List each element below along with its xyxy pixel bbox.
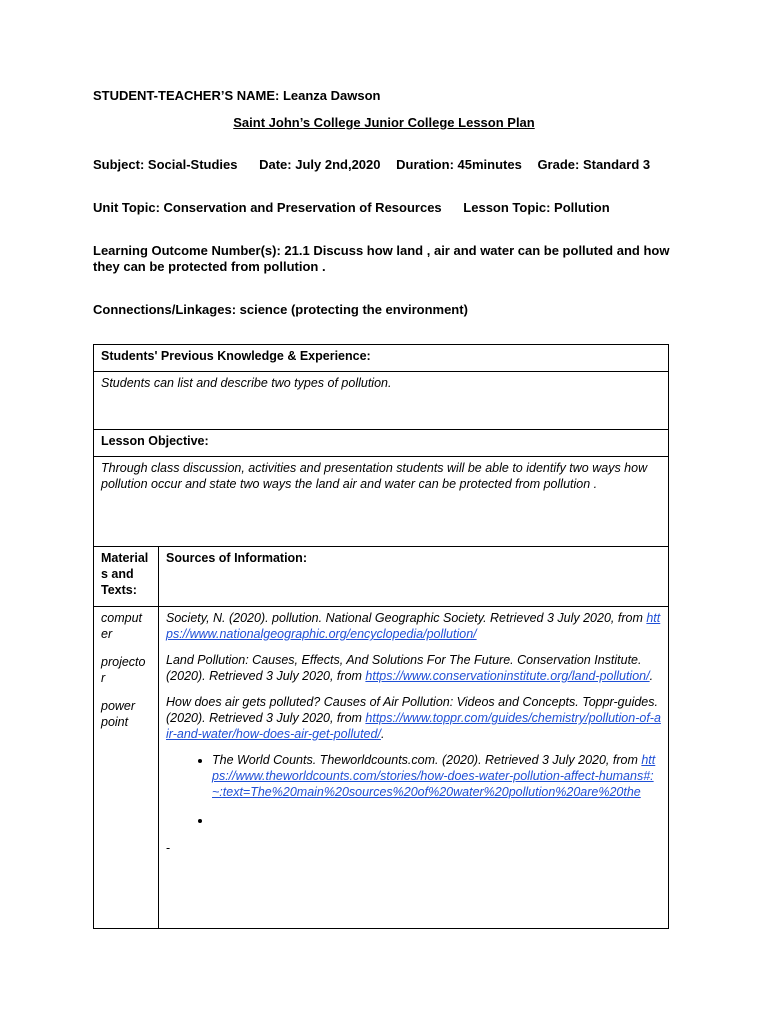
reference-link[interactable]: https://www.theworldcounts.com/stories/how-does-water-pollution-affect-humans#:~:text=The%20main%20sources%20of%20water%20pollution%20are%20the	[212, 753, 656, 799]
objective-header: Lesson Objective:	[94, 430, 669, 457]
materials-header: Material s and Texts:	[94, 547, 159, 607]
grade: Grade: Standard 3	[537, 157, 651, 172]
reference-text: Society, N. (2020). pollution. National Geographic Society. Retrieved 3 July 2020, from	[166, 611, 647, 625]
reference-link[interactable]: https://www.toppr.com/guides/chemistry/pollution-of-air-and-water/how-does-air-get-polluted/	[166, 711, 661, 741]
empty-bullet	[212, 812, 661, 828]
topic-line	[93, 200, 610, 215]
reference-text: How does air gets polluted? Causes of Air Pollution: Videos and Concepts. Toppr-guides. (2020). Retrieved 3 July 2020, from	[166, 695, 658, 725]
lesson-plan-title: Saint John’s College Junior College Lesson Plan	[233, 115, 535, 130]
objective-text: Through class discussion, activities and presentation students will be able to identify two ways how pollution occur and state two ways the land air and water can be protected from pollution .	[94, 457, 669, 547]
subject-line	[93, 157, 650, 172]
reference-item	[166, 694, 661, 742]
reference-item	[166, 652, 661, 684]
prev-knowledge-text: Students can list and describe two types of pollution.	[94, 372, 669, 430]
material-item: projecto r	[101, 655, 146, 685]
reference-tail: .	[649, 669, 654, 683]
reference-text: Land Pollution: Causes, Effects, And Solutions For The Future. Conservation Institute. (2020). Retrieved 3 July 2020, from	[166, 653, 642, 683]
unit-topic: Unit Topic: Conservation and Preservation of Resources	[93, 200, 442, 215]
dash-line: -	[166, 841, 171, 855]
reference-link[interactable]: https://www.conservationinstitute.org/land-pollution/	[365, 669, 650, 683]
connections: Connections/Linkages: science (protecting the environment)	[93, 302, 468, 317]
student-teacher-name: STUDENT-TEACHER’S NAME: Leanza Dawson	[93, 88, 381, 103]
reference-link[interactable]: https://www.nationalgeographic.org/encyclopedia/pollution/	[166, 611, 661, 641]
sources-header: Sources of Information:	[159, 547, 669, 607]
lesson-topic: Lesson Topic: Pollution	[463, 200, 610, 215]
reference-text: The World Counts. Theworldcounts.com. (2020). Retrieved 3 July 2020, from	[212, 753, 642, 767]
duration: Duration: 45minutes	[396, 157, 522, 172]
material-item: comput er	[101, 611, 142, 641]
bullet-list	[166, 752, 661, 828]
date: Date: July 2nd,2020	[259, 157, 381, 172]
prev-knowledge-header: Students' Previous Knowledge & Experience:	[94, 345, 669, 372]
material-item: power point	[101, 699, 136, 729]
subject: Subject: Social-Studies	[93, 157, 238, 172]
reference-tail: .	[380, 727, 385, 741]
materials-list	[94, 607, 159, 929]
sources-list	[159, 607, 669, 929]
lesson-plan-table	[93, 344, 669, 929]
learning-outcome: Learning Outcome Number(s): 21.1 Discuss how land , air and water can be polluted and how they can be protected from pollution .	[93, 243, 670, 274]
reference-item	[166, 610, 661, 642]
bullet-reference	[212, 752, 661, 800]
